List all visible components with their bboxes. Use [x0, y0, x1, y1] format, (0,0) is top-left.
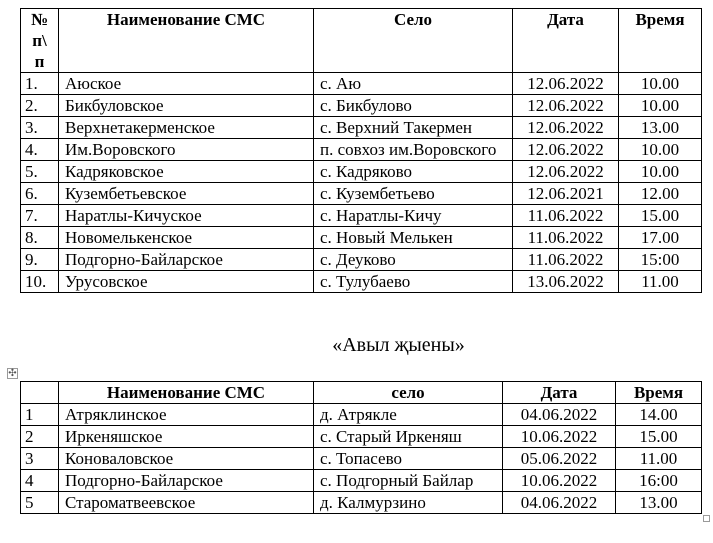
- table-row: [21, 161, 702, 183]
- cell-date: 11.06.2022: [513, 205, 619, 227]
- cell-time: 14.00: [616, 404, 702, 426]
- cell-village: с. Новый Мелькен: [314, 227, 513, 249]
- table-row: [21, 404, 702, 426]
- header-date: Дата: [503, 382, 616, 404]
- header-num-label: № п\ п: [30, 10, 49, 71]
- cell-num: 5: [21, 492, 59, 514]
- cell-time: 11.00: [616, 448, 702, 470]
- cell-name: Подгорно-Байларское: [59, 470, 314, 492]
- cell-time: 13.00: [616, 492, 702, 514]
- cell-num: 5.: [21, 161, 59, 183]
- cell-date: 12.06.2022: [513, 117, 619, 139]
- header-date: Дата: [513, 9, 619, 73]
- cell-village: с. Тулубаево: [314, 271, 513, 293]
- header-num: [21, 9, 59, 73]
- cell-num: 7.: [21, 205, 59, 227]
- cell-time: 15.00: [616, 426, 702, 448]
- header-name: Наименование СМС: [59, 382, 314, 404]
- cell-time: 15:00: [619, 249, 702, 271]
- cell-name: Верхнетакерменское: [59, 117, 314, 139]
- header-num: [21, 382, 59, 404]
- cell-num: 8.: [21, 227, 59, 249]
- table-row: [21, 95, 702, 117]
- header-village: село: [314, 382, 503, 404]
- cell-village: п. совхоз им.Воровского: [314, 139, 513, 161]
- schedule-table-2: [20, 381, 702, 514]
- cell-village: с. Кадряково: [314, 161, 513, 183]
- cell-name: Наратлы-Кичуское: [59, 205, 314, 227]
- section-title: «Авыл җыены»: [332, 334, 465, 356]
- cell-time: 15.00: [619, 205, 702, 227]
- cell-time: 10.00: [619, 95, 702, 117]
- header-time: Время: [619, 9, 702, 73]
- table-row: [21, 73, 702, 95]
- header-time: Время: [616, 382, 702, 404]
- cell-date: 13.06.2022: [513, 271, 619, 293]
- cell-name: Кузембетьевское: [59, 183, 314, 205]
- table-header-row: [21, 382, 702, 404]
- table-row: [21, 205, 702, 227]
- cell-num: 1: [21, 404, 59, 426]
- table-row: [21, 117, 702, 139]
- cell-num: 2.: [21, 95, 59, 117]
- cell-num: 10.: [21, 271, 59, 293]
- cell-date: 12.06.2021: [513, 183, 619, 205]
- cell-num: 3: [21, 448, 59, 470]
- cell-num: 9.: [21, 249, 59, 271]
- cell-name: Новомелькенское: [59, 227, 314, 249]
- cell-village: с. Кузембетьево: [314, 183, 513, 205]
- cell-date: 10.06.2022: [503, 470, 616, 492]
- cell-village: с. Бикбулово: [314, 95, 513, 117]
- cell-name: Урусовское: [59, 271, 314, 293]
- table-resize-handle[interactable]: [703, 515, 710, 522]
- cell-num: 3.: [21, 117, 59, 139]
- cell-date: 11.06.2022: [513, 249, 619, 271]
- cell-num: 4.: [21, 139, 59, 161]
- table-row: [21, 183, 702, 205]
- cell-time: 16:00: [616, 470, 702, 492]
- cell-date: 11.06.2022: [513, 227, 619, 249]
- cell-num: 4: [21, 470, 59, 492]
- cell-village: с. Старый Иркеняш: [314, 426, 503, 448]
- cell-village: с. Наратлы-Кичу: [314, 205, 513, 227]
- table-row: [21, 227, 702, 249]
- cell-time: 17.00: [619, 227, 702, 249]
- table-row: [21, 271, 702, 293]
- cell-name: Бикбуловское: [59, 95, 314, 117]
- cell-name: Им.Воровского: [59, 139, 314, 161]
- cell-time: 13.00: [619, 117, 702, 139]
- cell-time: 11.00: [619, 271, 702, 293]
- header-village: Село: [314, 9, 513, 73]
- cell-name: Староматвеевское: [59, 492, 314, 514]
- table-row: [21, 139, 702, 161]
- table-header-row: [21, 9, 702, 73]
- cell-date: 12.06.2022: [513, 73, 619, 95]
- table-row: [21, 492, 702, 514]
- cell-time: 10.00: [619, 73, 702, 95]
- cell-num: 6.: [21, 183, 59, 205]
- cell-time: 10.00: [619, 139, 702, 161]
- cell-date: 05.06.2022: [503, 448, 616, 470]
- table-move-handle-icon[interactable]: ✣: [8, 368, 17, 379]
- cell-village: д. Калмурзино: [314, 492, 503, 514]
- cell-village: с. Верхний Такермен: [314, 117, 513, 139]
- cell-village: с. Топасево: [314, 448, 503, 470]
- cell-date: 12.06.2022: [513, 95, 619, 117]
- schedule-table-1: [20, 8, 702, 293]
- cell-village: с. Подгорный Байлар: [314, 470, 503, 492]
- table-row: [21, 470, 702, 492]
- cell-time: 10.00: [619, 161, 702, 183]
- cell-name: Коноваловское: [59, 448, 314, 470]
- cell-num: 1.: [21, 73, 59, 95]
- cell-num: 2: [21, 426, 59, 448]
- cell-name: Иркеняшское: [59, 426, 314, 448]
- cell-date: 04.06.2022: [503, 404, 616, 426]
- cell-date: 04.06.2022: [503, 492, 616, 514]
- cell-date: 10.06.2022: [503, 426, 616, 448]
- cell-village: д. Атрякле: [314, 404, 503, 426]
- header-name: Наименование СМС: [59, 9, 314, 73]
- cell-date: 12.06.2022: [513, 161, 619, 183]
- cell-name: Кадряковское: [59, 161, 314, 183]
- cell-time: 12.00: [619, 183, 702, 205]
- cell-date: 12.06.2022: [513, 139, 619, 161]
- table-row: [21, 426, 702, 448]
- cell-name: Подгорно-Байларское: [59, 249, 314, 271]
- cell-name: Аюское: [59, 73, 314, 95]
- cell-village: с. Аю: [314, 73, 513, 95]
- table-row: [21, 448, 702, 470]
- cell-name: Атряклинское: [59, 404, 314, 426]
- cell-village: с. Деуково: [314, 249, 513, 271]
- table-row: [21, 249, 702, 271]
